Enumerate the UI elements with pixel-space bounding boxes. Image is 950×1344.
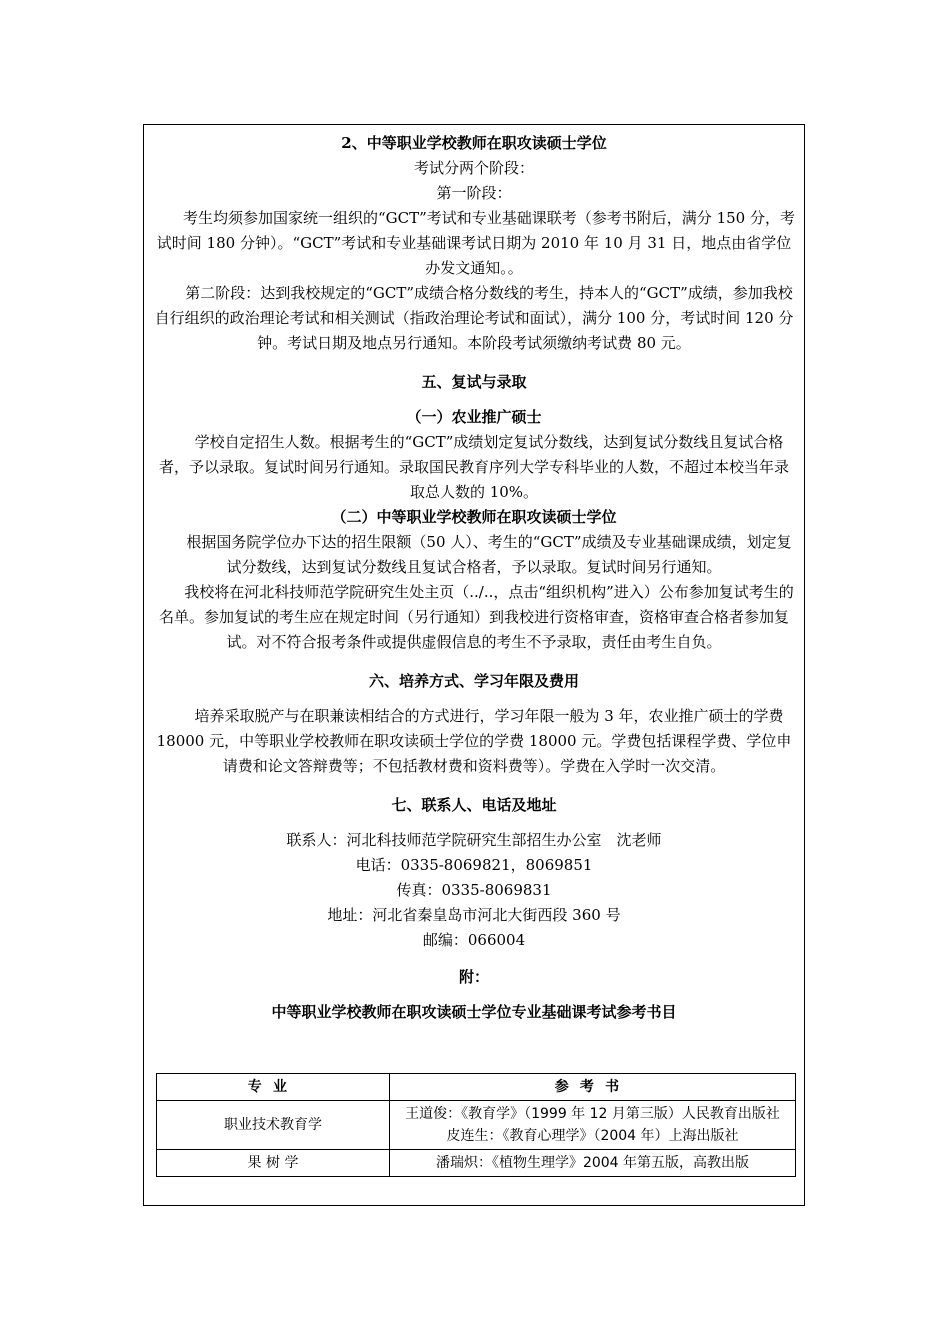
header-references: 参考书 xyxy=(390,1074,796,1101)
contact-person: 联系人：河北科技师范学院研究生部招生办公室 沈老师 xyxy=(286,831,662,849)
major-cell: 职业技术教育学 xyxy=(157,1101,390,1150)
appendix-label: 附： xyxy=(458,968,489,986)
reference-item: 潘瑞炽：《植物生理学》2004 年第五版，高教出版 xyxy=(435,1155,750,1171)
document-frame xyxy=(143,124,805,1206)
reference-item: 王道俊：《教育学》（1999 年 12 月第三版）人民教育出版社 xyxy=(405,1106,780,1122)
contact-address: 地址：河北省秦皇岛市河北大街西段 360 号 xyxy=(327,906,621,924)
reference-item: 皮连生：《教育心理学》（2004 年）上海出版社 xyxy=(446,1128,739,1144)
contact-phone: 电话：0335-8069821，8069851 xyxy=(355,856,593,874)
table-header-row xyxy=(157,1074,796,1101)
appendix-title: 中等职业学校教师在职攻读硕士学位专业基础课考试参考书目 xyxy=(271,1003,677,1021)
document-body xyxy=(144,125,804,1025)
section6-title: 六、培养方式、学习年限及费用 xyxy=(368,672,579,690)
section5-sub2-title: （二）中等职业学校教师在职攻读硕士学位 xyxy=(331,508,617,526)
references-cell xyxy=(390,1101,796,1150)
section5-sub1-title: （一）农业推广硕士 xyxy=(406,408,542,426)
stage1-title: 第一阶段： xyxy=(436,184,512,202)
table-row xyxy=(157,1150,796,1177)
reference-books-table xyxy=(156,1073,796,1177)
references-cell xyxy=(390,1150,796,1177)
section5-sub2-text: 根据国务院学位办下达的招生限额（50 人）、考生的“GCT”成绩及专业基础课成绩，划定复试分数线，达到复试分数线且复试合格者，予以录取。复试时间另行通知。 xyxy=(186,533,792,576)
section2-title: 2、中等职业学校教师在职攻读硕士学位 xyxy=(341,134,607,152)
header-major: 专业 xyxy=(157,1074,390,1101)
major-cell: 果 树 学 xyxy=(157,1150,390,1177)
section7-title: 七、联系人、电话及地址 xyxy=(391,796,557,814)
section2-intro: 考试分两个阶段： xyxy=(413,159,534,177)
contact-postcode: 邮编：066004 xyxy=(422,931,526,949)
section5-title: 五、复试与录取 xyxy=(421,373,527,391)
table-row xyxy=(157,1101,796,1150)
section5-sub1-text: 学校自定招生人数。根据考生的“GCT”成绩划定复试分数线，达到复试分数线且复试合格者，予以录取。复试时间另行通知。录取国民教育序列大学专科毕业的人数，不超过本校当年录取总人数的 10%。 xyxy=(158,433,789,501)
stage2-text: 第二阶段：达到我校规定的“GCT”成绩合格分数线的考生，持本人的“GCT”成绩，参加我校自行组织的政治理论考试和相关测试（指政治理论考试和面试），满分 100 分，考试时间 120 分钟。考试日期及地点另行通知。本阶段考试须缴纳考试费 80 元。 xyxy=(154,284,794,352)
section6-text: 培养采取脱产与在职兼读相结合的方式进行，学习年限一般为 3 年，农业推广硕士的学费 18000 元，中等职业学校教师在职攻读硕士学位的学费 18000 元。学费包括课程学费、学位申请费和论文答辩费等；不包括教材费和资料费等）。学费在入学时一次交清。 xyxy=(156,707,792,775)
contact-fax: 传真：0335-8069831 xyxy=(396,881,552,899)
stage1-text: 考生均须参加国家统一组织的“GCT”考试和专业基础课联考（参考书附后，满分 150 分，考试时间 180 分钟）。“GCT”考试和专业基础课考试日期为 2010 年 10 月 31 日，地点由省学位办发文通知。。 xyxy=(156,209,795,277)
section5-notice-text: 我校将在河北科技师范学院研究生处主页（../..，点击“组织机构”进入）公布参加复试考生的名单。参加复试的考生应在规定时间（另行通知）到我校进行资格审查，资格审查合格者参加复试。对不符合报考条件或提供虚假信息的考生不予录取，责任由考生自负。 xyxy=(158,583,794,651)
